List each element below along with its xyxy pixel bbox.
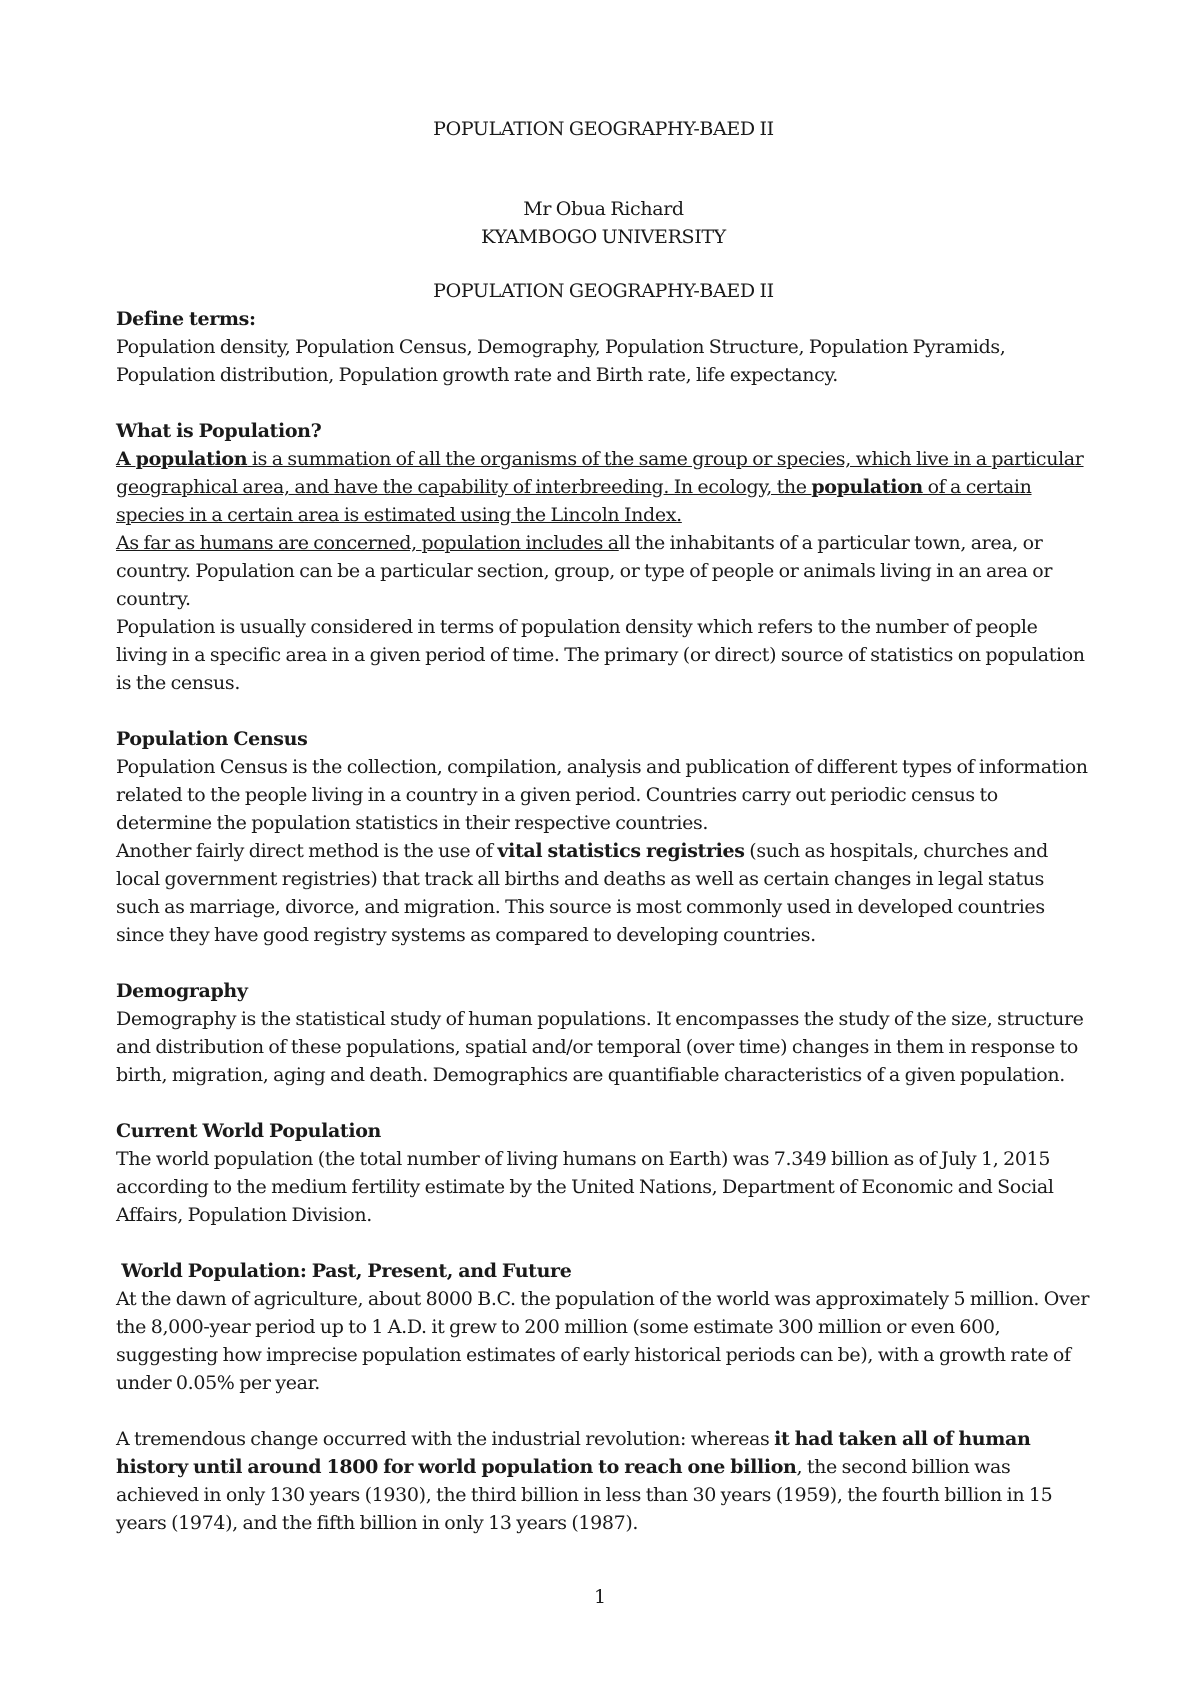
demography-paragraph: Demography is the statistical study of human populations. It encompasses the study of the size, structure and distribution of these populations, spatial and/or temporal (over time) changes in them in response to birth, migration, aging and death. Demographics are quantifiable characteristics of a given population. (116, 1008, 1084, 1086)
census-paragraph-1: Population Census is the collection, compilation, analysis and publication of different types of information related to the people living in a country in a given period. Countries carry out periodic census to determine the population statistics in their respective countries. (116, 756, 1088, 834)
one-billion-emphasis: it had taken all of human history until around 1800 for world population to reach one billion (116, 1428, 1031, 1478)
population-term-bold: population (811, 476, 923, 498)
define-terms-heading: Define terms: (116, 308, 256, 330)
what-is-population-heading: What is Population? (116, 420, 322, 442)
vital-statistics-term: vital statistics registries (497, 840, 745, 862)
current-world-population-paragraph: The world population (the total number of living humans on Earth) was 7.349 billion as of July 1, 2015 according to the medium fertility estimate by the United Nations, Department of Economic and Social Affairs, Population Division. (116, 1148, 1054, 1226)
census-p2-start: Another fairly direct method is the use of (116, 840, 498, 862)
census-paragraph-2 (116, 837, 1091, 949)
population-definition-paragraph (116, 445, 1091, 529)
institution-name: KYAMBOGO UNIVERSITY (481, 226, 726, 248)
define-terms-line-2: Population distribution, Population growth rate and Birth rate, life expectancy. (116, 364, 838, 386)
industrial-p-end: , the second billion was achieved in only 130 years (1930), the third billion in less than 30 years (1959), the fourth billion in 15 years (1974), and the fifth billion in only 13 years (1987). (116, 1456, 1053, 1534)
demography-heading: Demography (116, 980, 248, 1002)
world-population-past-heading: World Population: Past, Present, and Future (116, 1260, 572, 1282)
population-term: A population (116, 448, 248, 470)
population-definition-underlined (116, 448, 1084, 526)
population-density-paragraph: Population is usually considered in terms of population density which refers to the number of people living in a specific area in a given period of time. The primary (or direct) source of statistics on population is the census. (116, 616, 1085, 694)
industrial-p-start: A tremendous change occurred with the industrial revolution: whereas (116, 1428, 775, 1450)
lincoln-index-text: of a certain species in a certain area is estimated using the Lincoln Index. (116, 476, 1032, 526)
census-p2-end: (such as hospitals, churches and local government registries) that track all births and deaths as well as certain changes in legal status such as marriage, divorce, and migration. This source is most commonly used in developed countries since they have good registry systems as compared to developing countries. (116, 840, 1048, 946)
document-subtitle: POPULATION GEOGRAPHY-BAED II (433, 280, 774, 302)
population-definition-text: is a summation of all the organisms of the same group or species, which live in a particular geographical area, and have the capability of interbreeding. In ecology, the (116, 448, 1084, 498)
population-census-heading: Population Census (116, 728, 308, 750)
humans-population-paragraph (116, 529, 1091, 613)
agriculture-paragraph: At the dawn of agriculture, about 8000 B.C. the population of the world was approximately 5 million. Over the 8,000-year period up to 1 A.D. it grew to 200 million (some estimate 300 million or even 600, suggesting how imprecise population estimates of early historical periods can be), with a growth rate of under 0.05% per year. (116, 1288, 1090, 1394)
document-title: POPULATION GEOGRAPHY-BAED II (433, 118, 774, 140)
humans-rest-text: ll the inhabitants of a particular town, area, or country. Population can be a particular section, group, or type of people or animals living in an area or country. (116, 532, 1053, 610)
current-world-population-heading: Current World Population (116, 1120, 381, 1142)
document-page (116, 110, 1091, 1537)
page-number: 1 (593, 1586, 607, 1608)
define-terms-line-1: Population density, Population Census, Demography, Population Structure, Population Pyramids, (116, 336, 1006, 358)
industrial-revolution-paragraph (116, 1425, 1091, 1537)
author-name: Mr Obua Richard (523, 198, 684, 220)
humans-underlined-text: As far as humans are concerned, population includes a (116, 532, 619, 554)
